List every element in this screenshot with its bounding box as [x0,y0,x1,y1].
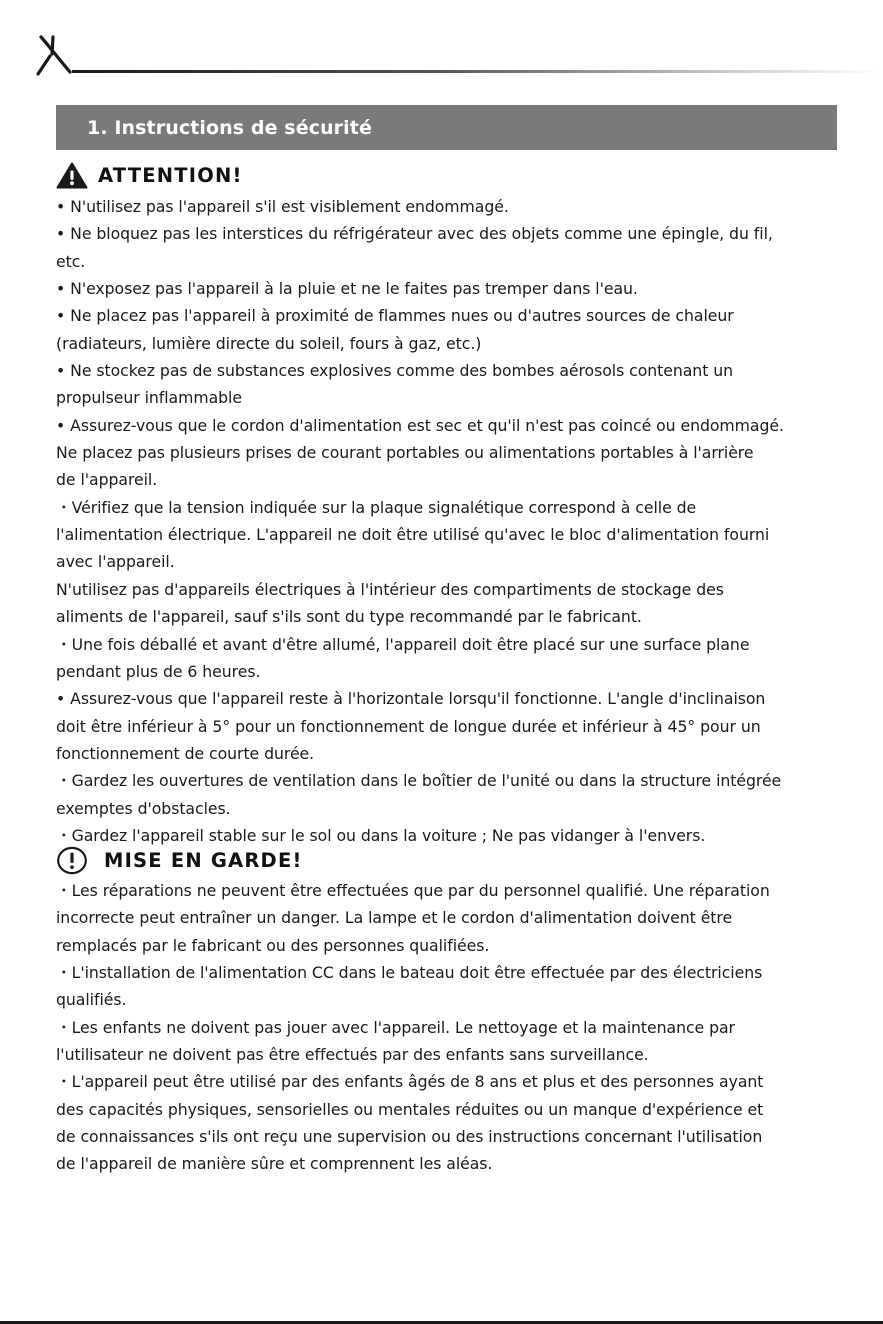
attention-line: • Ne placez pas l'appareil à proximité de flammes nues ou d'autres sources de chaleur [56,306,734,326]
caution-line: ・L'appareil peut être utilisé par des enfants âgés de 8 ans et plus et des personnes ayant [56,1072,764,1092]
attention-line: ・Gardez les ouvertures de ventilation dans le boîtier de l'unité ou dans la structure intégrée [56,771,782,791]
caution-line: de connaissances s'ils ont reçu une supervision ou des instructions concernant l'utilisation [56,1127,763,1147]
caution-line: qualifiés. [56,990,127,1010]
attention-line: etc. [56,251,86,271]
caution-line: de l'appareil de manière sûre et comprennent les aléas. [56,1154,493,1174]
caution-line: remplacés par le fabricant ou des personnes qualifiées. [56,935,490,955]
header-rule [72,70,883,73]
attention-line: ・Gardez l'appareil stable sur le sol ou dans la voiture ; Ne pas vidanger à l'envers. [56,825,706,845]
attention-line: Ne placez pas plusieurs prises de courant portables ou alimentations portables à l'arrière [56,443,754,463]
attention-line: ・Vérifiez que la tension indiquée sur la plaque signalétique correspond à celle de [56,497,697,517]
caution-heading [56,846,303,875]
caution-list [56,877,836,1178]
attention-line: (radiateurs, lumière directe du soleil, fours à gaz, etc.) [56,333,482,353]
attention-line: • Assurez-vous que le cordon d'alimentation est sec et qu'il n'est pas coincé ou endommagé. [56,415,784,435]
section-banner [56,105,837,150]
caution-line: incorrecte peut entraîner un danger. La lampe et le cordon d'alimentation doivent être [56,908,733,928]
caution-heading-text: MISE EN GARDE! [104,849,303,872]
attention-line: • N'exposez pas l'appareil à la pluie et ne le faites pas tremper dans l'eau. [56,279,638,299]
attention-heading [56,162,243,189]
attention-line: • Assurez-vous que l'appareil reste à l'horizontale lorsqu'il fonctionne. L'angle d'inclinaison [56,689,766,709]
warning-triangle-icon [56,162,88,189]
attention-line: • N'utilisez pas l'appareil s'il est visiblement endommagé. [56,197,509,216]
attention-line: pendant plus de 6 heures. [56,661,261,681]
attention-line: avec l'appareil. [56,552,175,572]
caution-line: ・Les enfants ne doivent pas jouer avec l'appareil. Le nettoyage et la maintenance par [56,1017,735,1037]
section-title: 1. Instructions de sécurité [87,116,372,139]
attention-line: • Ne stockez pas de substances explosives comme des bombes aérosols contenant un [56,361,734,381]
exclamation-circle-icon [56,846,88,875]
attention-line: de l'appareil. [56,470,158,490]
attention-list [56,193,836,849]
attention-line: ・Une fois déballé et avant d'être allumé, l'appareil doit être placé sur une surface plane [56,634,750,654]
attention-line: l'alimentation électrique. L'appareil ne doit être utilisé qu'avec le bloc d'alimentation fourni [56,525,770,545]
attention-line: • Ne bloquez pas les interstices du réfrigérateur avec des objets comme une épingle, du fil, [56,224,773,244]
attention-line: aliments de l'appareil, sauf s'ils sont du type recommandé par le fabricant. [56,607,642,627]
caution-line: ・L'installation de l'alimentation CC dans le bateau doit être effectuée par des électriciens [56,963,763,983]
attention-heading-text: ATTENTION! [98,164,243,187]
attention-line: N'utilisez pas d'appareils électriques à l'intérieur des compartiments de stockage des [56,579,724,599]
caution-line: l'utilisateur ne doivent pas être effectués par des enfants sans surveillance. [56,1045,649,1065]
attention-line: doit être inférieur à 5° pour un fonctionnement de longue durée et inférieur à 45° pour un [56,716,761,736]
caution-line: des capacités physiques, sensorielles ou mentales réduites ou un manque d'expérience et [56,1099,764,1119]
attention-line: fonctionnement de courte durée. [56,743,315,763]
caution-line: ・Les réparations ne peuvent être effectuées que par du personnel qualifié. Une réparation [56,881,770,900]
attention-line: propulseur inflammable [56,388,242,408]
attention-line: exemptes d'obstacles. [56,798,231,818]
